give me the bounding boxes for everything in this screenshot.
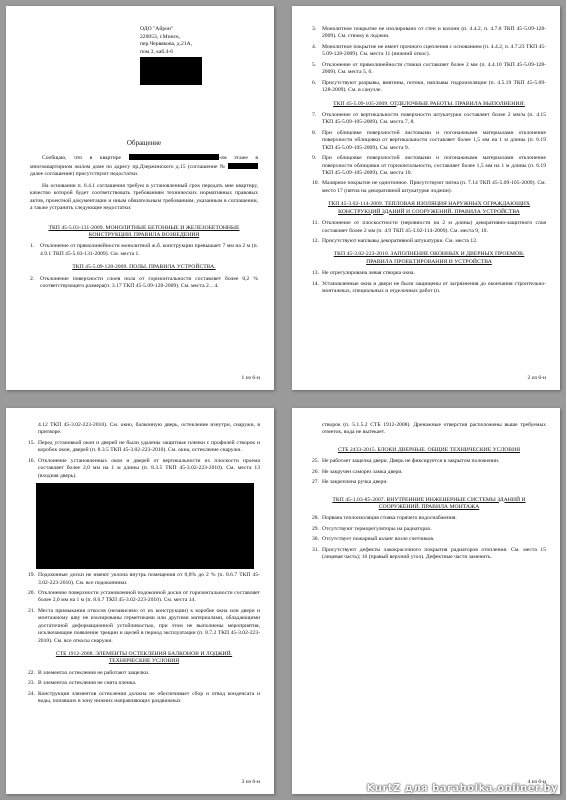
item-number: 22. — [28, 669, 35, 676]
item-text: Не отрегулирована левая створка окна. — [322, 270, 415, 277]
item-list — [312, 112, 546, 195]
intro-text-b: -ом этаже в многоквартирном жилом доме по адресу пр.Дзержинского д.15 (соглашение № — [30, 155, 259, 170]
section-heading: ТКП 45-5.09-128-2009. ПОЛЫ. ПРАВИЛА УСТРОЙСТВА. — [72, 264, 216, 271]
section-heading: ТКП 45-5.09-105-2009. ОТДЕЛОЧНЫЕ РАБОТЫ. ПРАВИЛА ВЫПОЛНЕНИЯ: — [333, 100, 525, 107]
redacted-block — [140, 57, 202, 85]
intro-paragraph — [30, 154, 258, 178]
section-heading: ТКП 45-3.02-114-2009. ТЕПЛОВАЯ ИЗОЛЯЦИЯ НАРУЖНЫХ ОГРАЖДАЮЩИХ КОНСТРУКЦИЙ ЗДАНИЙ И СООРУЖЕНИЙ. ПРАВИЛА УСТРОЙСТВА — [327, 201, 531, 215]
section-heading: ТКП 45-1.03-85-2007. ВНУТРЕННИЕ ИНЖЕНЕРНЫЕ СИСТЕМЫ ЗДАНИЙ И СООРУЖЕНИЙ. ПРАВИЛА МОНТАЖА — [332, 496, 526, 510]
item-number: 6. — [312, 79, 317, 86]
item-text: Отклонение поверхности слоев пола от горизонтальности составляет более 0,2 % соответствующего размера(п. 3.17 ТКП 45-5.09-128-2009). См. места 2... 4. — [40, 275, 258, 290]
item-number: 25. — [312, 458, 319, 465]
basis-paragraph: На основании п. 6.4.1 соглашения требую в установленный срок передать мне квартиру, качество которой будет соответствовать требованиям технических нормативных правовых актов, проектной документации и иным обязательным требованиям, указанным в соглашении, а также устранить следующие недостатки: — [30, 182, 258, 212]
item-number: 31. — [312, 546, 319, 553]
item-list — [28, 440, 260, 480]
document-title: Обращение — [126, 139, 162, 148]
item-text: Установленные окна и двери не были защищены от загрязнения до окончания строительно-монтажных, специальных и отделочных работ (п. — [322, 280, 546, 295]
list-item — [312, 112, 546, 127]
page-number: 3 из 6-и — [241, 778, 260, 785]
item-text: Отклонение от прямолинейности стяжки составляет более 2 мм (п. 4.4.10 ТКП 45-5.09-128-2009). См. места 5, 6. — [322, 61, 546, 76]
address-line: 220053, г.Минск, — [140, 33, 181, 40]
item-number: 29. — [312, 525, 319, 532]
item-number: 13. — [312, 270, 319, 277]
item-text: Не работает защелка двери. Дверь не фиксируется в закрытом положении. — [322, 458, 500, 465]
item-number: 11. — [312, 220, 319, 227]
item-text: Места примыкания откосов (независимо от их конструкции) к коробке окна или двери и монтажному шву не изолированы герметиками или другими материалами, обладающими достаточной деформационной устойчивостью, при этом не выполнены мероприятия, исключающие появление трещин и щелей в период эксплуатации (п. 8.7.2 ТКП 45-3.02-223-2010). См. все откосы снаружи. — [38, 607, 260, 644]
item-text: Отсутствует пожарный шланг возле счетчиков. — [322, 536, 435, 543]
list-item — [312, 469, 546, 476]
item-text: Монолитное покрытие не имеет прочного сцепления с основанием (п. 4.4.2, п. 4.7.23 ТКП 45-5.09-128-2009). См. места 11 (нижний откос). — [322, 43, 546, 58]
continued-text: створок (п. 5.1.5.2 СТБ 1912-2008). Дренажные отверстия расположены выше требуемых отметок, вода не вытекает. — [322, 422, 546, 436]
item-number: 10. — [312, 180, 319, 187]
list-item — [28, 670, 260, 677]
item-number: 23. — [28, 680, 35, 687]
item-number: 7. — [312, 111, 317, 118]
item-text: Присутствуют наплывы декоративной штукатурки. См. места 12. — [322, 237, 478, 244]
item-number: 3. — [312, 26, 317, 32]
page-number: 1 из 6-и — [241, 374, 260, 381]
item-number: 15. — [28, 439, 35, 446]
item-text: Подоконные доски не имеют уклона внутрь помещения от 0,8% до 2 % (п. 8.6.7 ТКП 45-3.02-223-2010). См. все подоконники. — [38, 572, 260, 586]
section-heading: ТКП 45-3.02-223-2010. ЗАПОЛНЕНИЕ ОКОННЫХ И ДВЕРНЫХ ПРОЕМОВ. ПРАВИЛА ПРОЕКТИРОВАНИЯ И УСТРОЙСТВА — [333, 251, 525, 265]
redacted-inline — [228, 163, 258, 169]
item-list — [28, 670, 260, 706]
item-number: 14. — [312, 280, 319, 287]
list-item — [312, 270, 546, 277]
redacted-block — [36, 483, 254, 569]
item-text: В элементах остекления не работают защелки. — [38, 669, 150, 676]
item-number: 4. — [312, 43, 317, 50]
item-text: Присутствуют разрывы, вмятины, потеки, наплывы гидроизоляции (п. 4.5.19 ТКП 45-5.09-128-2009). См. в санузле. — [322, 79, 546, 94]
item-text: Отсутствуют терморегуляторы на радиаторах. — [322, 525, 432, 532]
list-item — [312, 44, 546, 59]
list-item — [28, 608, 260, 645]
item-number: 24. — [28, 690, 35, 697]
item-list — [312, 220, 546, 245]
list-item — [312, 220, 546, 235]
item-text: Отклонение от плоскостности (неровности на 2 м длины) декоративно-защитного слоя составляет более 2 мм (п. 4.9 ТКП 45-3.02-114-2009). См. места 9, 10. — [322, 220, 546, 234]
list-item — [312, 547, 546, 562]
page-number: 2 из 6-и — [527, 374, 546, 381]
document-page-2 — [292, 6, 560, 390]
item-text: Не закреплена ручка двери. — [322, 479, 388, 486]
list-item — [312, 536, 546, 543]
item-text: Отклонение от прямолинейности монолитной ж.б. конструкции превышает 7 мм на 2 м (п. 4.9.1 ТКП 45-5.03-131-2009). См. места 1. — [40, 243, 258, 257]
item-list — [312, 270, 546, 295]
item-text: При облицовке поверхностей листовыми и погонажными материалами отклонение поверхности облицовки от горизонтальности, составляет более 1,5 мм на 1 м длины (п. 6.19 ТКП 45-5.09-105-2009). См. места 10. — [322, 155, 546, 176]
list-item — [312, 458, 546, 465]
item-text: Конструкция элементов остекления должна не обеспечивает сбор и отвод конденсата и воды, попавших в зону нижних направляющих раздвижных — [38, 690, 260, 705]
document-page-3 — [6, 408, 274, 794]
intro-text-c: далее соглашение) присутствуют недостатки. — [30, 171, 139, 178]
item-text: Отклонение установленных окон и дверей от вертикальности их плоскости проема составляет более 2,0 мм на 1 м длины (п. 8.3.5 ТКП 45-3.02-223-2010). См. места 13 (входная дверь). — [38, 457, 260, 479]
item-list — [312, 458, 546, 486]
address-line: ОДО "Айрон" — [140, 26, 174, 32]
item-number: 5. — [312, 61, 317, 68]
list-item — [28, 458, 260, 480]
section-heading: СТБ 2433-2015. БЛОКИ ДВЕРНЫЕ. ОБЩИЕ ТЕХНИЧЕСКИЕ УСЛОВИЯ — [337, 446, 521, 453]
list-item — [28, 691, 260, 706]
list-item — [312, 155, 546, 177]
item-list — [312, 26, 546, 95]
item-number: 26. — [312, 468, 319, 475]
continued-text: 4.12 ТКП 45-3.02-223-2010). См. окно, балконную дверь, остекление изнутри, снаружи, в притворе. — [38, 422, 260, 436]
list-item — [28, 440, 260, 455]
item-text: Не закручен саморез замка двери. — [322, 468, 403, 475]
item-number: 27. — [312, 479, 319, 486]
item-number: 1. — [30, 243, 35, 250]
item-list — [312, 515, 546, 561]
item-number: 19. — [28, 572, 35, 579]
list-item — [312, 281, 546, 296]
item-number: 16. — [28, 457, 35, 464]
item-number: 8. — [312, 129, 317, 136]
document-page-1 — [6, 6, 274, 390]
address-line: пер.Червякова, д.21А, — [140, 41, 193, 48]
address-line: пом.3, каб.4-6 — [140, 48, 174, 55]
item-number: 12. — [312, 237, 319, 244]
item-text: Порвана теплоизоляция стояка горячего водоснабжения. — [322, 515, 457, 522]
item-number: 20. — [28, 589, 35, 596]
list-item — [312, 80, 546, 95]
item-number: 2. — [30, 275, 35, 282]
redacted-inline — [129, 154, 219, 160]
item-text: Монолитное покрытие не изолировано от стен и колонн (п. 4.4.2, п. 4.7.8 ТКП 45-5.09-128-2009). См. стяжку в лоджии. — [322, 26, 546, 40]
list-item — [30, 243, 258, 258]
item-number: 21. — [28, 607, 35, 614]
list-item — [312, 130, 546, 152]
item-text: Отклонение поверхности установленной подоконной доски от горизонтальности составляет более 2,0 мм на 1 м (п. 8.6.7 ТКП 45-3.02-223-2010). См. места 14. — [38, 589, 260, 604]
item-text: Отклонение от вертикальности поверхности штукатурки составляет более 2 мм/м (п. 4.15 ТКП 45-5.09-105-2009). См. места 7, 8. — [322, 111, 546, 126]
list-item — [312, 26, 546, 41]
list-item — [28, 590, 260, 605]
item-number: 9. — [312, 155, 317, 162]
page-number: 4 из 6-и — [527, 778, 546, 785]
item-text: При облицовке поверхностей листовыми и погонажными материалами отклонение поверхности облицовки от вертикальности составляет более 1,5 мм на 1 м длины (п. 6.19 ТКП 45-5.09-105-2009). См. места 9. — [322, 129, 546, 151]
list-item — [30, 276, 258, 291]
list-item — [312, 479, 546, 486]
item-list — [28, 572, 260, 645]
item-text: В элементах остекления не снята пленка. — [38, 680, 137, 687]
list-item — [312, 526, 546, 533]
recipient-address — [140, 26, 258, 85]
section-heading: СТБ 1912-2008. ЭЛЕМЕНТЫ ОСТЕКЛЕНИЯ БАЛКОНОВ И ЛОДЖИЙ. ТЕХНИЧЕСКИЕ УСЛОВИЯ — [55, 651, 233, 665]
section-heading: ТКП 45-5.03-131-2009. МОНОЛИТНЫЕ БЕТОННЫЕ И ЖЕЛЕЗОБЕТОННЫЕ КОНСТРУКЦИИ. ПРАВИЛА ВОЗВЕДЕНИЯ — [48, 224, 240, 238]
list-item — [28, 680, 260, 687]
list-item — [312, 238, 546, 245]
item-number: 28. — [312, 515, 319, 522]
list-item — [312, 62, 546, 77]
intro-text-a: Сообщаю, что в квартире — [42, 155, 121, 162]
item-text: Малярное покрытие не однотонное. Присутствуют пятна (п. 7.14 ТКП 45-5.09-105-2009). См. место 17 (пятна на декоративной штукатурке лоджии). — [322, 180, 546, 194]
item-text: Присутствуют дефекты лакокрасочного покрытия радиаторов отопления. См. места 15 (лицевая часть); 16 (правый верхний угол). Дефектные части заменить. — [322, 546, 546, 561]
watermark-text: KurtZ для baraholka.onliner.by — [366, 783, 558, 794]
list-item — [312, 515, 546, 522]
list-item — [28, 572, 260, 587]
document-page-4 — [292, 408, 560, 794]
item-number: 30. — [312, 536, 319, 543]
list-item — [312, 180, 546, 195]
item-text: Перед установкой окон и дверей не были удалены защитные пленки с профилей створок и коробок окон, дверей (п. 8.3.5 ТКП 45-3.02-223-2010). См. окна, остекление снаружи. — [38, 439, 260, 454]
